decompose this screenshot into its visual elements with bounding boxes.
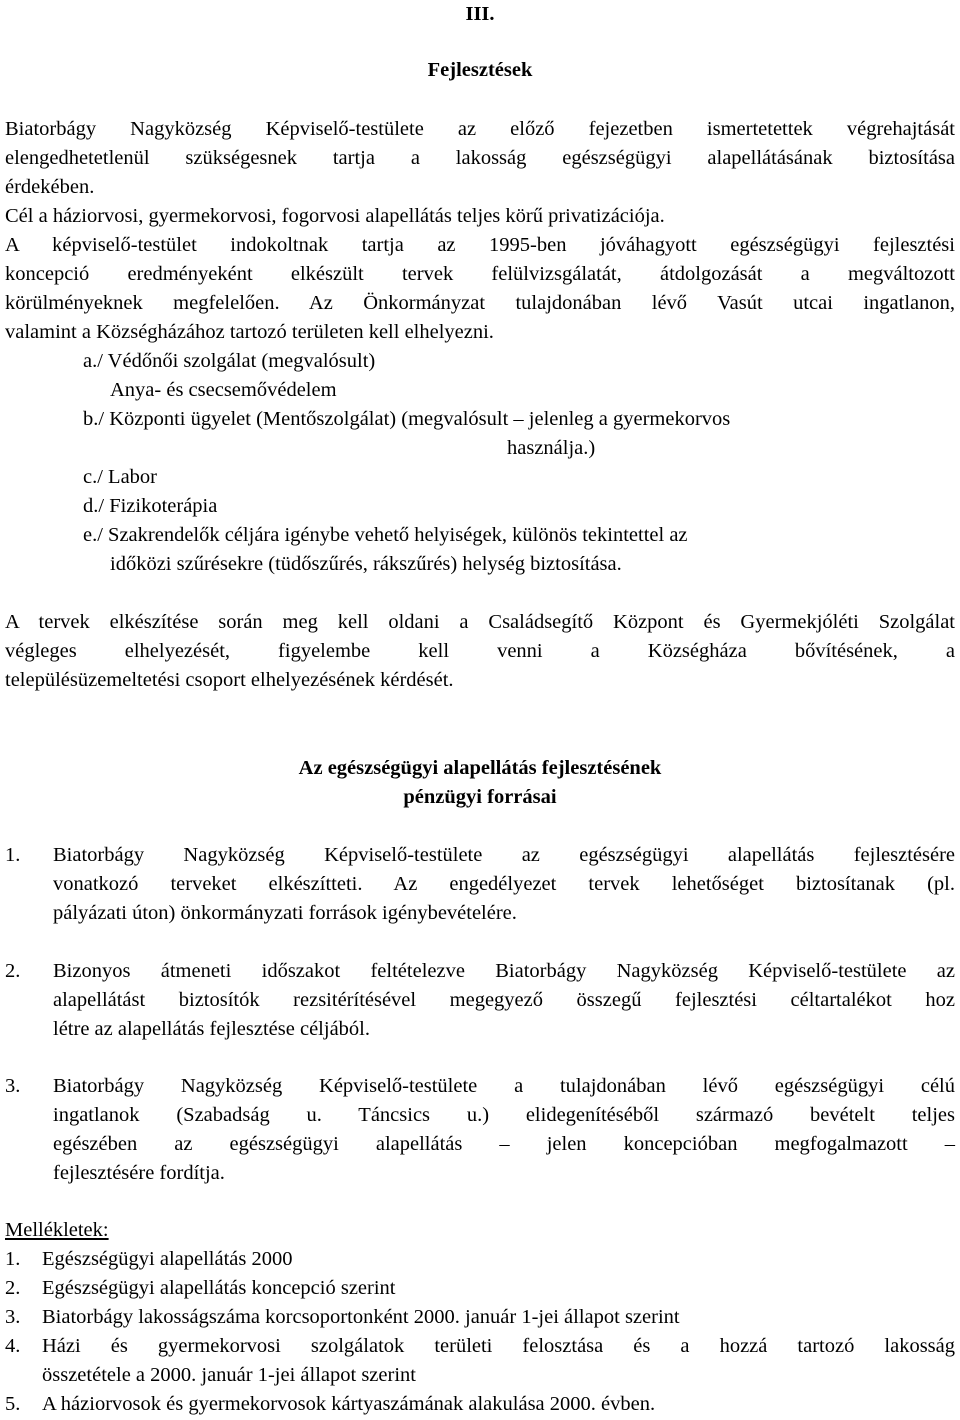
numbered-paragraph-line: pályázati úton) önkormányzati források igénybevételére. bbox=[53, 902, 517, 924]
list-item-c: c./ Labor bbox=[83, 466, 157, 488]
attachment-number: 5. bbox=[5, 1393, 21, 1415]
list-item-e-cont: időközi szűrésekre (tüdőszűrés, rákszűrés) helység biztosítása. bbox=[110, 553, 622, 575]
intro-line: koncepció eredményeként elkészült tervek felülvizsgálatát, átdolgozását a megváltozott bbox=[5, 263, 955, 285]
intro-line: Cél a háziorvosi, gyermekorvosi, fogorvosi alapellátás teljes körű privatizációja. bbox=[5, 205, 665, 227]
attachment-item: Házi és gyermekorvosi szolgálatok területi felosztása és a hozzá tartozó lakosság bbox=[42, 1335, 955, 1357]
list-item-a: a./ Védőnői szolgálat (megvalósult) bbox=[83, 350, 376, 372]
attachment-item: Egészségügyi alapellátás koncepció szerint bbox=[42, 1277, 396, 1299]
attachment-number: 2. bbox=[5, 1277, 21, 1299]
list-item-d: d./ Fizikoterápia bbox=[83, 495, 218, 517]
numbered-marker: 1. bbox=[5, 844, 21, 866]
chapter-title: Fejlesztések bbox=[427, 59, 533, 81]
section-subtitle: pénzügyi forrásai bbox=[403, 786, 557, 808]
intro-line: elengedhetetlenül szükségesnek tartja a lakosság egészségügyi alapellátásának biztosítása bbox=[5, 147, 955, 169]
numbered-paragraph-line: létre az alapellátás fejlesztése céljából. bbox=[53, 1018, 370, 1040]
numbered-paragraph-line: Biatorbágy Nagyközség Képviselő-testülete az egészségügyi alapellátás fejlesztésére bbox=[53, 844, 955, 866]
numbered-paragraph-line: egészében az egészségügyi alapellátás – jelen koncepcióban megfogalmazott – bbox=[53, 1133, 955, 1155]
section-title: Az egészségügyi alapellátás fejlesztésének bbox=[298, 757, 662, 779]
attachment-item: A háziorvosok és gyermekorvosok kártyaszámának alakulása 2000. évben. bbox=[42, 1393, 656, 1415]
numbered-paragraph-line: ingatlanok (Szabadság u. Táncsics u.) elidegenítéséből származó bevételt teljes bbox=[53, 1104, 955, 1126]
numbered-paragraph-line: Biatorbágy Nagyközség Képviselő-testülete a tulajdonában lévő egészségügyi célú bbox=[53, 1075, 955, 1097]
list-item-b: b./ Központi ügyelet (Mentőszolgálat) (megvalósult – jelenleg a gyermekorvos bbox=[83, 408, 731, 430]
attachment-number: 1. bbox=[5, 1248, 21, 1270]
intro-line: körülményeknek megfelelően. Az Önkormányzat tulajdonában lévő Vasút utcai ingatlanon, bbox=[5, 292, 955, 314]
numbered-paragraph-line: vonatkozó terveket elkészítteti. Az engedélyezet tervek lehetőséget biztosítanak (pl. bbox=[53, 873, 955, 895]
attachments-heading: Mellékletek: bbox=[5, 1219, 109, 1241]
attachment-item: Biatorbágy lakosságszáma korcsoportonként 2000. január 1-jei állapot szerint bbox=[42, 1306, 680, 1328]
intro-line: érdekében. bbox=[5, 176, 95, 198]
plans-line: településüzemeltetési csoport elhelyezésének kérdését. bbox=[5, 669, 454, 691]
numbered-paragraph-line: Bizonyos átmeneti időszakot feltételezve Biatorbágy Nagyközség Képviselő-testülete az bbox=[53, 960, 955, 982]
attachment-item-cont: összetétele a 2000. január 1-jei állapot szerint bbox=[42, 1364, 416, 1386]
chapter-number: III. bbox=[465, 3, 495, 25]
attachment-item: Egészségügyi alapellátás 2000 bbox=[42, 1248, 293, 1270]
plans-line: A tervek elkészítése során meg kell oldani a Családsegítő Központ és Gyermekjóléti Szolgálat bbox=[5, 611, 955, 633]
attachment-number: 3. bbox=[5, 1306, 21, 1328]
numbered-marker: 2. bbox=[5, 960, 21, 982]
intro-line: A képviselő-testület indokoltnak tartja az 1995-ben jóváhagyott egészségügyi fejlesztési bbox=[5, 234, 955, 256]
intro-line: valamint a Községházához tartozó területen kell elhelyezni. bbox=[5, 321, 494, 343]
list-item-b-cont: használja.) bbox=[507, 437, 596, 459]
attachment-number: 4. bbox=[5, 1335, 21, 1357]
intro-line: Biatorbágy Nagyközség Képviselő-testülete az előző fejezetben ismertetettek végrehajtását bbox=[5, 118, 955, 140]
list-item-e: e./ Szakrendelők céljára igénybe vehető helyiségek, különös tekintettel az bbox=[83, 524, 688, 546]
numbered-paragraph-line: alapellátást biztosítók rezsitérítésével megegyező összegű fejlesztési céltartalékot hoz bbox=[53, 989, 955, 1011]
numbered-marker: 3. bbox=[5, 1075, 21, 1097]
list-item-a-sub: Anya- és csecsemővédelem bbox=[110, 379, 337, 401]
plans-line: végleges elhelyezését, figyelembe kell venni a Községháza bővítésének, a bbox=[5, 640, 955, 662]
numbered-paragraph-line: fejlesztésére fordítja. bbox=[53, 1162, 225, 1184]
